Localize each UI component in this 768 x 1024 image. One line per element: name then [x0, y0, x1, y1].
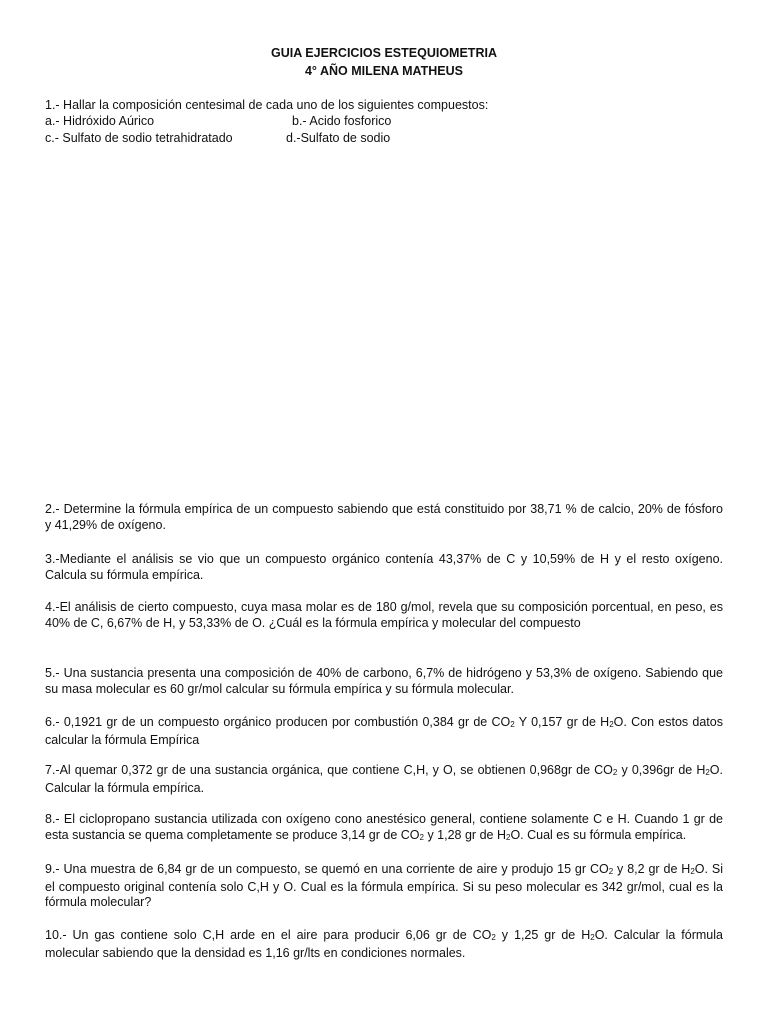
question-5: 5.- Una sustancia presenta una composición de 40% de carbono, 6,7% de hidrógeno y 53,3% de oxígeno. Sabiendo que su masa molecular es 60 gr/mol calcular su fórmula empírica y su fórmula molecular.: [45, 666, 723, 696]
question-7: 7.-Al quemar 0,372 gr de una sustancia orgánica, que contiene C,H, y O, se obtienen 0,968gr de $CO_2$ y 0,396gr de $H_2O$. Calcular la fórmula empírica.: [45, 763, 723, 795]
question-6: 6.- 0,1921 gr de un compuesto orgánico producen por combustión 0,384 gr de $CO_2$ Y 0,157 gr de $H_2O$. Con estos datos calcular la fórmula Empírica: [45, 715, 723, 747]
question-1-option-c: c.- Sulfato de sodio tetrahidratado: [45, 131, 233, 145]
question-10: 10.- Un gas contiene solo C,H arde en el aire para producir 6,06 gr de $CO_2$ y 1,25 gr de $H_2O$. Calcular la fórmula molecular sabiendo que la densidad es 1,16 gr/lts en condiciones normales.: [45, 928, 723, 960]
question-4: 4.-El análisis de cierto compuesto, cuya masa molar es de 180 g/mol, revela que su composición porcentual, en peso, es 40% de C, 6,67% de H, y 53,33% de O. ¿Cuál es la fórmula empírica y molecular del compuesto: [45, 600, 723, 630]
question-1-option-d: d.-Sulfato de sodio: [286, 131, 391, 145]
question-9: 9.- Una muestra de 6,84 gr de un compuesto, se quemó en una corriente de aire y produjo 15 gr $CO_2$ y 8,2 gr de $H_2O$. Si el compuesto original contenía solo C,H y O. Cual es la fórmula empírica. Si su peso molecular es 342 gr/mol, cual es la fórmula molecular?: [45, 862, 723, 909]
document-title: GUIA EJERCICIOS ESTEQUIOMETRIA: [271, 46, 497, 60]
question-1-option-a: a.- Hidróxido Aúrico: [45, 114, 155, 128]
document-subtitle: 4° AÑO MILENA MATHEUS: [304, 64, 463, 78]
question-2: 2.- Determine la fórmula empírica de un compuesto sabiendo que está constituido por 38,71 % de calcio, 20% de fósforo y 41,29% de oxígeno.: [45, 502, 723, 532]
question-1-option-b: b.- Acido fosforico: [292, 114, 392, 128]
question-1-text: 1.- Hallar la composición centesimal de cada uno de los siguientes compuestos:: [45, 98, 489, 112]
question-3: 3.-Mediante el análisis se vio que un compuesto orgánico contenía 43,37% de C y 10,59% de H y el resto oxígeno. Calcula su fórmula empírica.: [45, 552, 723, 582]
question-8: 8.- El ciclopropano sustancia utilizada con oxígeno cono anestésico general, contiene solamente C e H. Cuando 1 gr de esta sustancia se quema completamente se produce 3,14 gr de $CO_2$ y 1,28 gr de $H_2O$. Cual es su fórmula empírica.: [45, 812, 723, 842]
